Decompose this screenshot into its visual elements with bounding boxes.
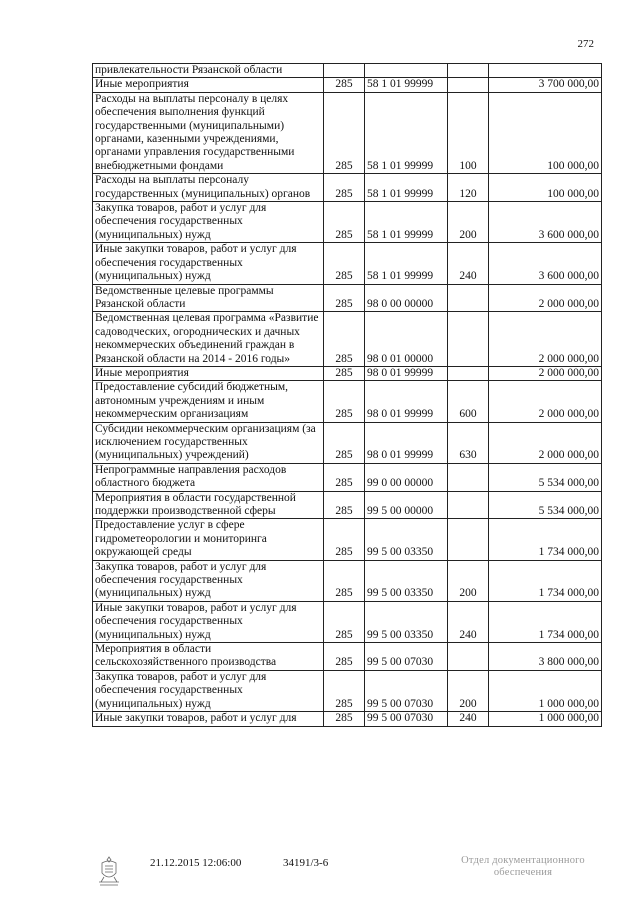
row-vr-cell: [448, 284, 489, 312]
row-csr-cell: 58 1 01 99999: [365, 174, 448, 202]
row-csr-cell: 98 0 01 99999: [365, 381, 448, 422]
row-csr-cell: 98 0 01 99999: [365, 366, 448, 380]
row-vr-cell: 120: [448, 174, 489, 202]
row-csr-cell: [365, 64, 448, 78]
row-code-cell: 285: [324, 174, 365, 202]
row-sum-cell: 2 000 000,00: [489, 366, 602, 380]
row-name-cell: Расходы на выплаты персоналу государственных (муниципальных) органов: [93, 174, 324, 202]
row-sum-cell: 1 734 000,00: [489, 601, 602, 642]
row-vr-cell: 600: [448, 381, 489, 422]
row-csr-cell: 58 1 01 99999: [365, 92, 448, 173]
row-code-cell: [324, 64, 365, 78]
row-vr-cell: 630: [448, 422, 489, 463]
table-row: [93, 601, 602, 642]
row-vr-cell: 200: [448, 560, 489, 601]
row-csr-cell: 99 5 00 00000: [365, 491, 448, 519]
row-sum-cell: 5 534 000,00: [489, 491, 602, 519]
table-row: [93, 64, 602, 78]
table-row: [93, 670, 602, 711]
row-name-cell: Закупка товаров, работ и услуг для обеспечения государственных (муниципальных) нужд: [93, 560, 324, 601]
row-name-cell: Мероприятия в области сельскохозяйственного производства: [93, 643, 324, 671]
row-name-cell: привлекательности Рязанской области: [93, 64, 324, 78]
row-vr-cell: 240: [448, 243, 489, 284]
row-csr-cell: 98 0 01 00000: [365, 312, 448, 367]
row-vr-cell: [448, 366, 489, 380]
row-code-cell: 285: [324, 519, 365, 560]
row-vr-cell: 240: [448, 601, 489, 642]
row-csr-cell: 99 0 00 00000: [365, 463, 448, 491]
row-name-cell: Закупка товаров, работ и услуг для обеспечения государственных (муниципальных) нужд: [93, 670, 324, 711]
row-code-cell: 285: [324, 366, 365, 380]
table-row: [93, 560, 602, 601]
row-code-cell: 285: [324, 491, 365, 519]
footer-doc-number: 34191/3-6: [283, 857, 329, 869]
row-vr-cell: 240: [448, 712, 489, 726]
department-line-2: обеспечения: [493, 867, 553, 878]
row-csr-cell: 99 5 00 07030: [365, 712, 448, 726]
table-row: [93, 491, 602, 519]
row-name-cell: Непрограммные направления расходов областного бюджета: [93, 463, 324, 491]
row-name-cell: Закупка товаров, работ и услуг для обеспечения государственных (муниципальных) нужд: [93, 202, 324, 243]
table-row: [93, 312, 602, 367]
row-sum-cell: 2 000 000,00: [489, 312, 602, 367]
page-number: 272: [577, 38, 594, 50]
table-row: [93, 366, 602, 380]
row-code-cell: 285: [324, 463, 365, 491]
row-csr-cell: 99 5 00 07030: [365, 670, 448, 711]
row-name-cell: Мероприятия в области государственной поддержки производственной сферы: [93, 491, 324, 519]
row-name-cell: Иные мероприятия: [93, 366, 324, 380]
row-sum-cell: 3 600 000,00: [489, 202, 602, 243]
row-sum-cell: 3 800 000,00: [489, 643, 602, 671]
table-row: [93, 284, 602, 312]
row-vr-cell: [448, 519, 489, 560]
table-row: [93, 463, 602, 491]
row-sum-cell: 3 700 000,00: [489, 78, 602, 92]
row-name-cell: Ведомственные целевые программы Рязанской области: [93, 284, 324, 312]
footer-datetime: 21.12.2015 12:06:00: [150, 857, 242, 869]
row-sum-cell: 3 600 000,00: [489, 243, 602, 284]
table-row: [93, 712, 602, 726]
row-sum-cell: 2 000 000,00: [489, 422, 602, 463]
table-row: [93, 381, 602, 422]
footer-department-stamp: [448, 855, 598, 879]
table-row: [93, 78, 602, 92]
row-vr-cell: [448, 312, 489, 367]
row-sum-cell: [489, 64, 602, 78]
table-row: [93, 643, 602, 671]
row-csr-cell: 98 0 00 00000: [365, 284, 448, 312]
row-name-cell: Иные закупки товаров, работ и услуг для: [93, 712, 324, 726]
row-sum-cell: 1 000 000,00: [489, 670, 602, 711]
row-name-cell: Иные закупки товаров, работ и услуг для обеспечения государственных (муниципальных) нужд: [93, 601, 324, 642]
row-name-cell: Ведомственная целевая программа «Развитие садоводческих, огороднических и дачных некоммерческих объединений граждан в Рязанской области на 2014 - 2016 годы»: [93, 312, 324, 367]
row-code-cell: 285: [324, 670, 365, 711]
row-code-cell: 285: [324, 202, 365, 243]
row-sum-cell: 2 000 000,00: [489, 284, 602, 312]
page-footer: [0, 855, 640, 895]
row-vr-cell: [448, 78, 489, 92]
row-vr-cell: [448, 463, 489, 491]
row-name-cell: Иные мероприятия: [93, 78, 324, 92]
row-code-cell: 285: [324, 643, 365, 671]
budget-table: [92, 63, 602, 727]
row-vr-cell: 100: [448, 92, 489, 173]
row-vr-cell: 200: [448, 202, 489, 243]
table-row: [93, 174, 602, 202]
table-row: [93, 202, 602, 243]
row-code-cell: 285: [324, 312, 365, 367]
row-sum-cell: 1 000 000,00: [489, 712, 602, 726]
row-csr-cell: 99 5 00 03350: [365, 601, 448, 642]
row-code-cell: 285: [324, 601, 365, 642]
row-vr-cell: [448, 491, 489, 519]
row-vr-cell: [448, 643, 489, 671]
row-code-cell: 285: [324, 284, 365, 312]
table-row: [93, 243, 602, 284]
row-csr-cell: 58 1 01 99999: [365, 78, 448, 92]
row-name-cell: Иные закупки товаров, работ и услуг для обеспечения государственных (муниципальных) нужд: [93, 243, 324, 284]
row-name-cell: Предоставление услуг в сфере гидрометеорологии и мониторинга окружающей среды: [93, 519, 324, 560]
row-code-cell: 285: [324, 78, 365, 92]
row-code-cell: 285: [324, 243, 365, 284]
row-csr-cell: 99 5 00 03350: [365, 560, 448, 601]
department-line-1: Отдел документационного: [461, 855, 585, 866]
row-code-cell: 285: [324, 560, 365, 601]
row-sum-cell: 5 534 000,00: [489, 463, 602, 491]
row-csr-cell: 99 5 00 03350: [365, 519, 448, 560]
row-name-cell: Расходы на выплаты персоналу в целях обеспечения выполнения функций государственными (муниципальными) органами, казенными учреждениями, органами управления государственными внебюджетными фондами: [93, 92, 324, 173]
row-code-cell: 285: [324, 422, 365, 463]
row-sum-cell: 1 734 000,00: [489, 560, 602, 601]
row-csr-cell: 58 1 01 99999: [365, 243, 448, 284]
row-sum-cell: 100 000,00: [489, 174, 602, 202]
row-code-cell: 285: [324, 381, 365, 422]
row-csr-cell: 98 0 01 99999: [365, 422, 448, 463]
row-csr-cell: 58 1 01 99999: [365, 202, 448, 243]
table-row: [93, 92, 602, 173]
row-name-cell: Предоставление субсидий бюджетным, автономным учреждениям и иным некоммерческим организациям: [93, 381, 324, 422]
row-name-cell: Субсидии некоммерческим организациям (за исключением государственных (муниципальных) учреждений): [93, 422, 324, 463]
row-vr-cell: [448, 64, 489, 78]
table-row: [93, 519, 602, 560]
table-row: [93, 422, 602, 463]
row-sum-cell: 1 734 000,00: [489, 519, 602, 560]
row-csr-cell: 99 5 00 07030: [365, 643, 448, 671]
row-sum-cell: 2 000 000,00: [489, 381, 602, 422]
row-code-cell: 285: [324, 92, 365, 173]
row-code-cell: 285: [324, 712, 365, 726]
row-sum-cell: 100 000,00: [489, 92, 602, 173]
coat-of-arms-icon: [96, 855, 122, 887]
row-vr-cell: 200: [448, 670, 489, 711]
